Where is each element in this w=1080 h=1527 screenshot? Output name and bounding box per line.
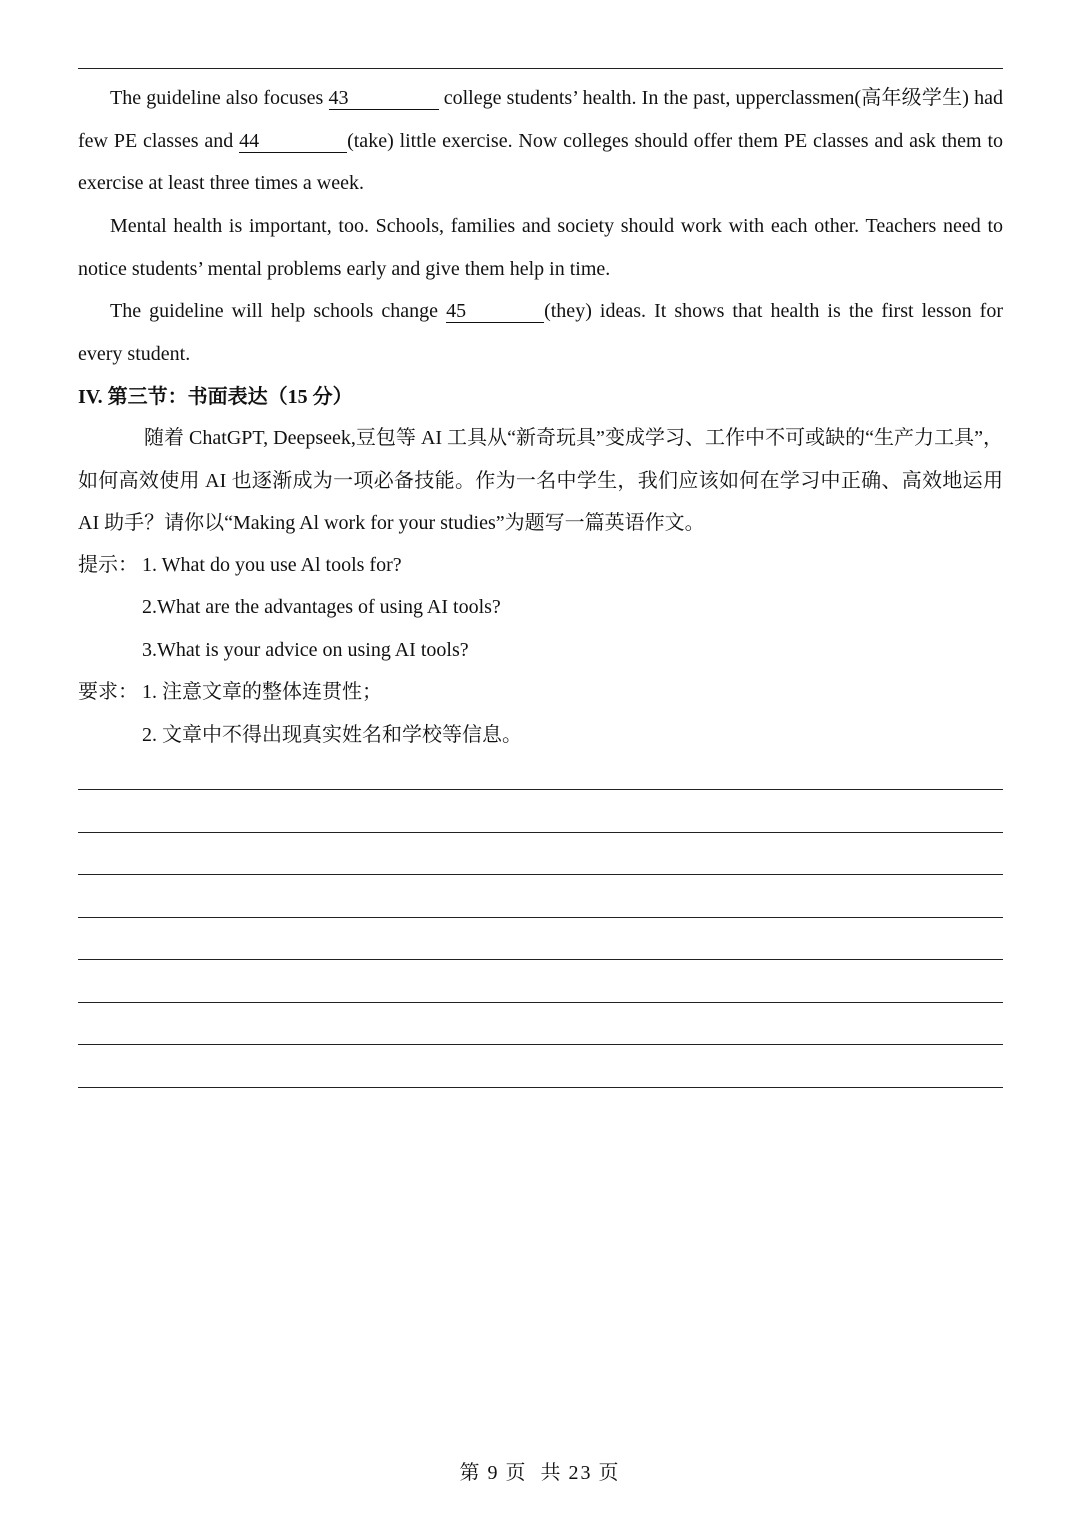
blank-45[interactable]: [446, 300, 544, 323]
p3-text-b: (they) ideas. It shows that health is the first lesson for every student.: [78, 300, 1003, 365]
requirement-item-2: 2. 文章中不得出现真实姓名和学校等信息。: [142, 724, 522, 746]
blank-43[interactable]: [329, 87, 439, 110]
writing-line: [78, 959, 1003, 960]
blank-45-number: 45: [446, 300, 467, 322]
footer-mid: 页: [505, 1462, 528, 1484]
requirement-item-1: 1. 注意文章的整体连贯性；: [142, 681, 382, 703]
hint-item-1: 1. What do you use Al tools for?: [142, 554, 402, 576]
p1-text-a: The guideline also focuses: [110, 87, 329, 109]
section-title: IV. 第三节：书面表达（15 分）: [78, 386, 353, 408]
writing-prompt: 随着 ChatGPT, Deepseek,豆包等 AI 工具从“新奇玩具”变成学习、工作中不可或缺的“生产力工具”，如何高效使用 AI 也逐渐成为一项必备技能。作为一名中学生，我们应该如何在学习中正确、高效地运用 AI 助手？请你以“Making Al work for your studies”为题写一篇英语作文。: [78, 427, 1003, 534]
requirements-label: 要求：: [78, 681, 138, 703]
writing-line: [78, 1044, 1003, 1045]
writing-line: [78, 1087, 1003, 1088]
hints-label: 提示：: [78, 554, 138, 576]
p3-text-a: The guideline will help schools change: [110, 300, 447, 322]
writing-line: [78, 874, 1003, 875]
p1-text-c: (take) little exercise. Now colleges should offer them PE classes and ask them to exercise at least three times a week.: [78, 129, 1004, 194]
p1-text-b: college students’ health. In the past, upperclassmen(高年级学生) had few PE classes and: [78, 87, 1003, 152]
top-rule: [78, 68, 1003, 69]
writing-line: [78, 1002, 1003, 1003]
hint-item-2: 2.What are the advantages of using AI tools?: [142, 596, 501, 618]
footer-pre: 第: [459, 1462, 482, 1484]
footer-total-pre: 共: [540, 1462, 563, 1484]
paragraph-guideline-college: [78, 77, 1003, 205]
writing-line: [78, 917, 1003, 918]
writing-line: [78, 789, 1003, 790]
writing-line: [78, 832, 1003, 833]
page-footer: [0, 1456, 1080, 1490]
footer-total-pages: 23: [568, 1462, 593, 1484]
hint-item-3: 3.What is your advice on using AI tools?: [142, 639, 469, 661]
footer-post: 页: [598, 1462, 621, 1484]
paragraph-guideline-change: [78, 290, 1003, 375]
paragraph-mental-health: Mental health is important, too. Schools, families and society should work with each other. Teachers need to notice students’ mental problems early and give them help in time.: [78, 215, 1003, 280]
blank-44[interactable]: [239, 130, 347, 153]
footer-page-number: 9: [487, 1462, 500, 1484]
blank-43-number: 43: [328, 87, 349, 109]
blank-44-number: 44: [239, 129, 260, 152]
